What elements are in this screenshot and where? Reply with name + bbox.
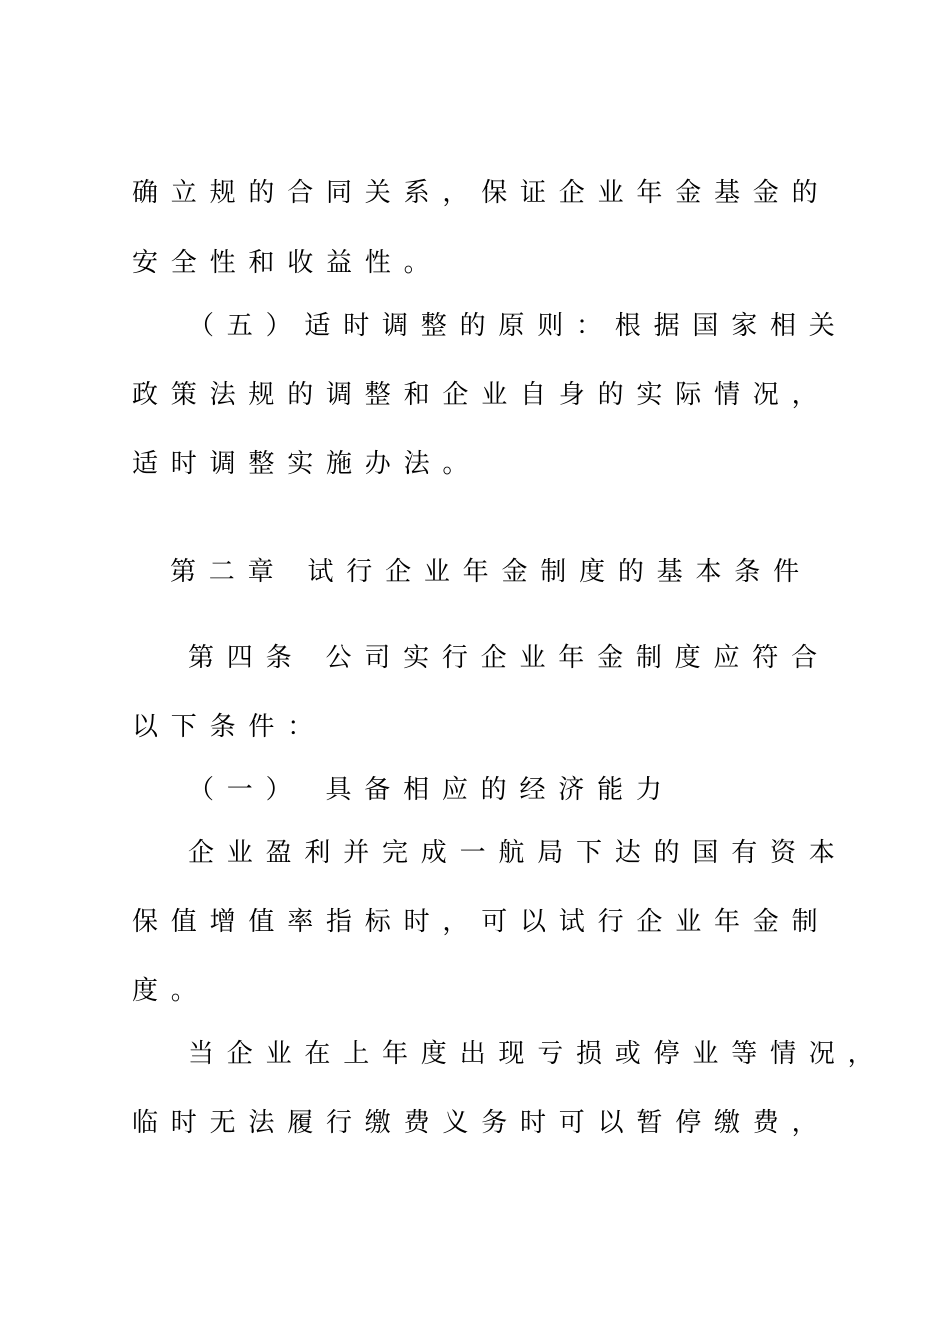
chapter-heading: 第二章 试行企业年金制度的基本条件 — [170, 557, 812, 587]
text-line: 安全性和收益性。 — [132, 248, 443, 278]
article-heading: 第四条 公司实行企业年金制度应符合 — [188, 643, 830, 673]
text-line: 确立规的合同关系，保证企业年金基金的 — [132, 178, 831, 208]
text-line: 以下条件： — [132, 712, 327, 742]
text-line: 当企业在上年度出现亏损或停业等情况， — [188, 1039, 887, 1069]
subsection-heading: （一） 具备相应的经济能力 — [188, 775, 675, 805]
text-line: 政策法规的调整和企业自身的实际情况， — [132, 380, 831, 410]
text-line: （五）适时调整的原则：根据国家相关 — [188, 311, 848, 341]
text-line: 保值增值率指标时，可以试行企业年金制 — [132, 907, 831, 937]
text-line: 企业盈利并完成一航局下达的国有资本 — [188, 838, 848, 868]
text-line: 度。 — [132, 976, 210, 1006]
text-line: 适时调整实施办法。 — [132, 449, 482, 479]
text-line: 临时无法履行缴费义务时可以暂停缴费， — [132, 1108, 831, 1138]
